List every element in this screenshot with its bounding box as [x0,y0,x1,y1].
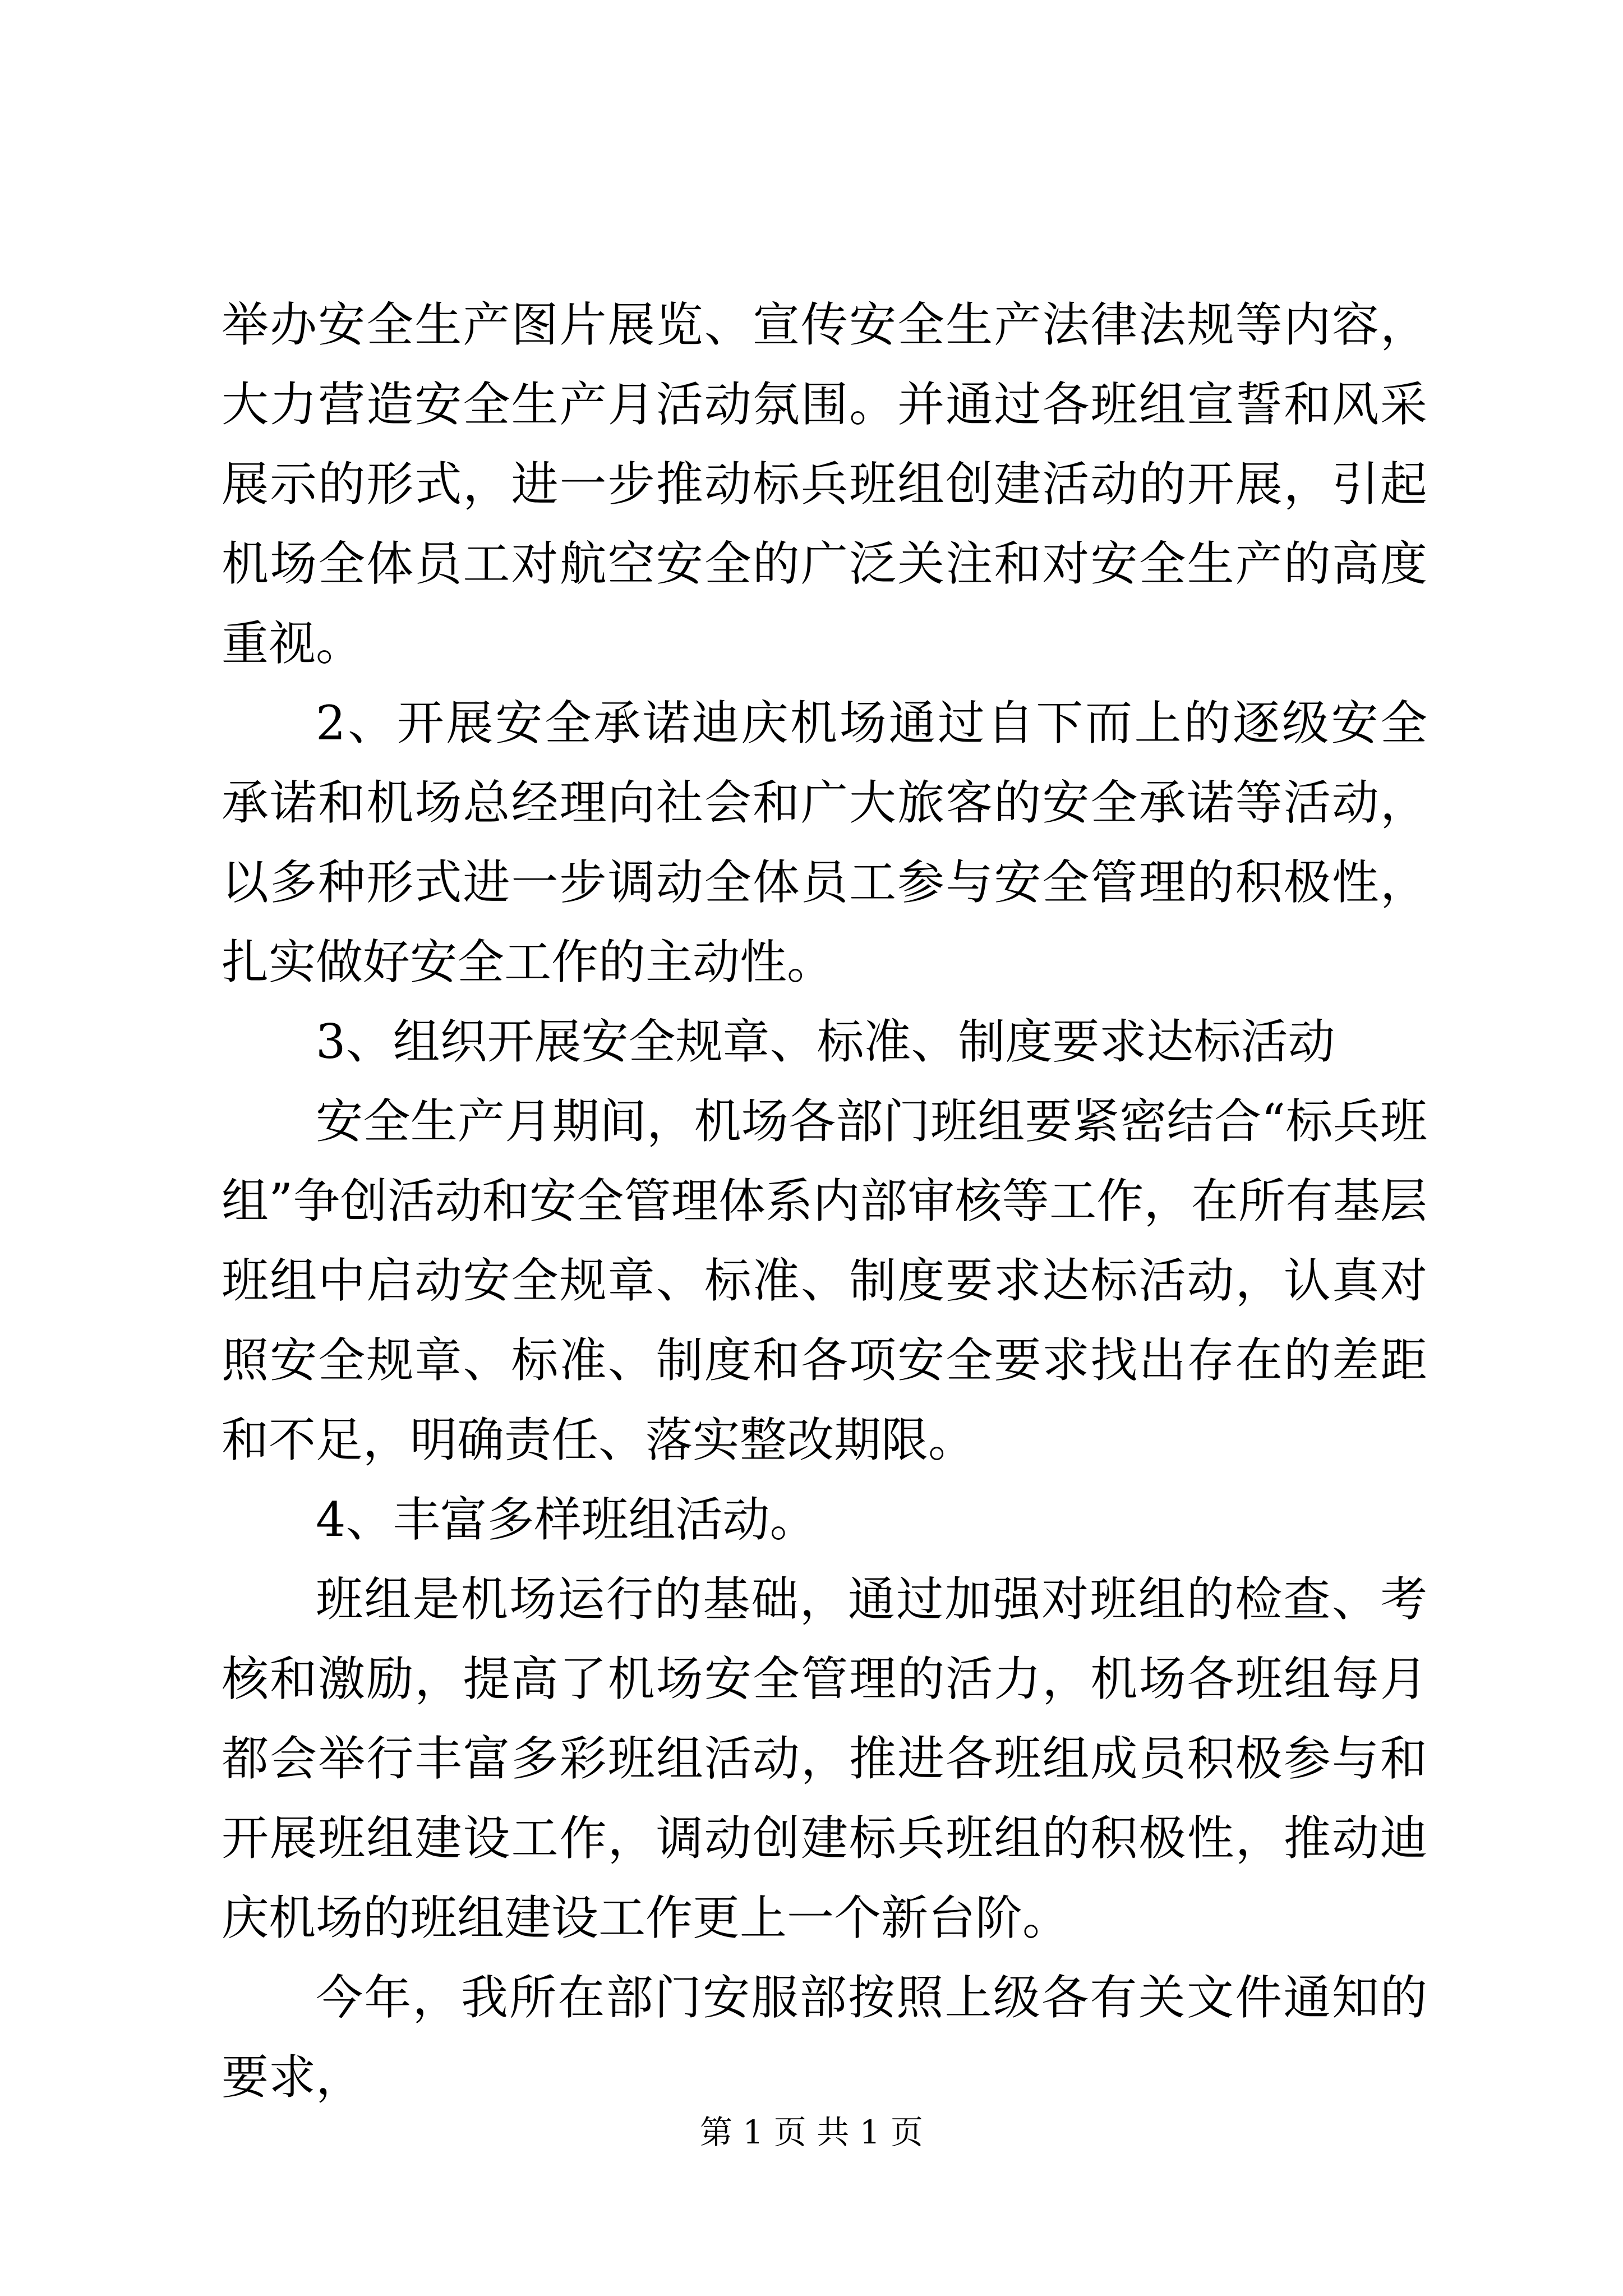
page-number-footer: 第 1 页 共 1 页 [700,2113,923,2151]
paragraph-4: 安全生产月期间，机场各部门班组要紧密结合“标兵班组”争创活动和安全管理体系内部审核等工作，在所有基层班组中启动安全规章、标准、制度要求达标活动，认真对照安全规章、标准、制度和各项安全要求找出存在的差距和不足，明确责任、落实整改期限。 [222,1094,1427,1467]
document-body [222,285,1427,2117]
paragraph-7: 今年，我所在部门安服部按照上级各有关文件通知的要求， [222,1970,1427,2105]
paragraph-3: 3、组织开展安全规章、标准、制度要求达标活动 [316,1014,1335,1069]
paragraph-5: 4、丰富多样班组活动。 [316,1492,817,1547]
paragraph-2: 2、开展安全承诺迪庆机场通过自下而上的逐级安全承诺和机场总经理向社会和广大旅客的安全承诺等活动，以多种形式进一步调动全体员工参与安全管理的积极性，扎实做好安全工作的主动性。 [222,696,1427,990]
paragraph-6: 班组是机场运行的基础，通过加强对班组的检查、考核和激励，提高了机场安全管理的活力，机场各班组每月都会举行丰富多彩班组活动，推进各班组成员积极参与和开展班组建设工作，调动创建标兵班组的积极性，推动迪庆机场的班组建设工作更上一个新台阶。 [222,1572,1427,1945]
paragraph-1: 举办安全生产图片展览、宣传安全生产法律法规等内容，大力营造安全生产月活动氛围。并通过各班组宣誓和风采展示的形式，进一步推动标兵班组创建活动的开展，引起机场全体员工对航空安全的广泛关注和对安全生产的高度重视。 [222,297,1427,671]
